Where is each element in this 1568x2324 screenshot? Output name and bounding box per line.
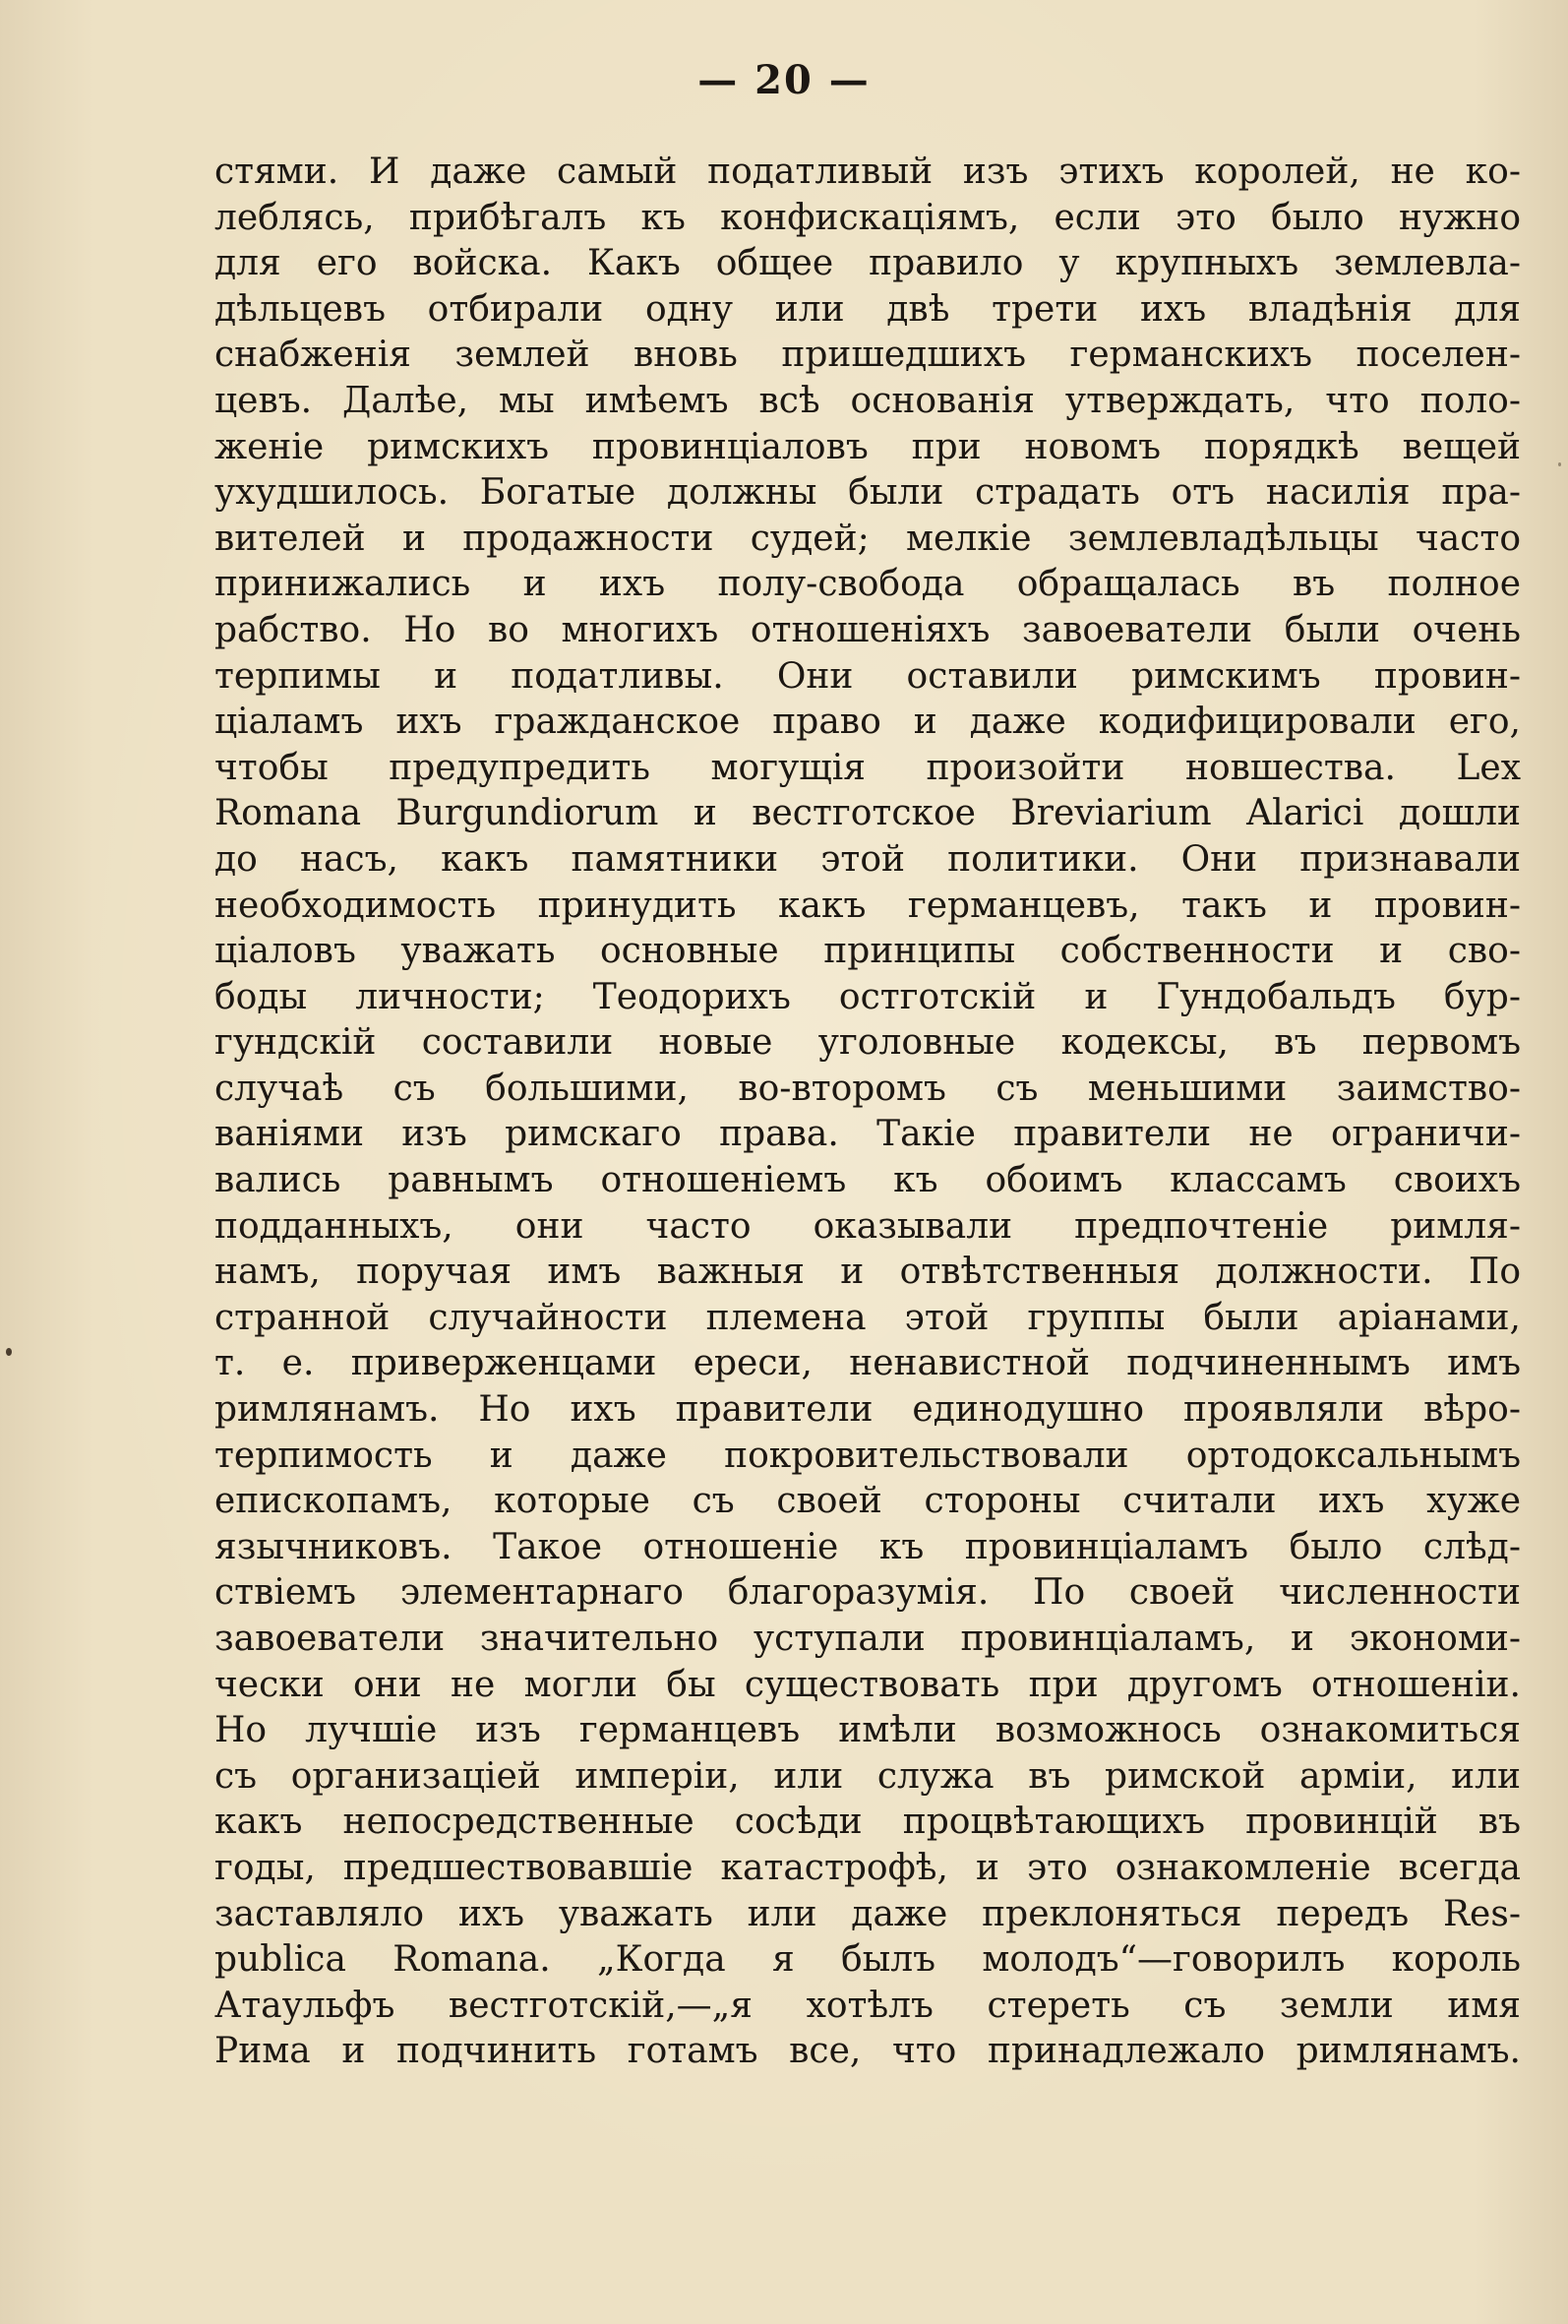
text-line: ціаламъ ихъ гражданское право и даже кодифицировали его, xyxy=(214,702,1521,743)
text-line: вались равнымъ отношеніемъ къ обоимъ классамъ своихъ xyxy=(214,1160,1521,1201)
text-line: вителей и продажности судей; мелкіе землевладѣльцы часто xyxy=(214,518,1521,559)
text-line: т. е. приверженцами ереси, ненавистной подчиненнымъ имъ xyxy=(214,1343,1521,1384)
text-line: необходимость принудить какъ германцевъ, такъ и провин- xyxy=(214,885,1521,926)
body-text xyxy=(214,150,1521,2075)
text-line: съ организацiей имперіи, или служа въ римской арміи, или xyxy=(214,1755,1521,1797)
page-number: — 20 — xyxy=(697,57,871,103)
text-line: терпимость и даже покровительствовали ортодоксальнымъ xyxy=(214,1435,1521,1476)
text-line: до насъ, какъ памятники этой политики. Они признавали xyxy=(214,838,1521,880)
text-line: снабженія землей вновь пришедшихъ германскихъ поселен- xyxy=(214,335,1521,376)
text-line: дѣльцевъ отбирали одну или двѣ трети ихъ владѣнія для xyxy=(214,288,1521,330)
ink-speck xyxy=(1558,462,1561,466)
text-line: епископамъ, которые съ своей стороны считали ихъ хуже xyxy=(214,1481,1521,1522)
text-line: для его войска. Какъ общее правило у крупныхъ землевла- xyxy=(214,243,1521,284)
text-line: ухудшилось. Богатые должны были страдать отъ насилія пра- xyxy=(214,472,1521,514)
text-line: цевъ. Далѣе, мы имѣемъ всѣ основанія утверждать, что поло- xyxy=(214,380,1521,421)
text-line: терпимы и податливы. Они оставили римскимъ провин- xyxy=(214,655,1521,697)
text-line: римлянамъ. Но ихъ правители единодушно проявляли вѣро- xyxy=(214,1389,1521,1431)
text-line: принижались и ихъ полу-свобода обращалась въ полное xyxy=(214,564,1521,605)
text-line: Атаульфъ вестготскій,—„я хотѣлъ стереть съ земли имя xyxy=(214,1985,1521,2026)
text-line: какъ непосредственные сосѣди процвѣтающихъ провинцій въ xyxy=(214,1802,1521,1843)
text-line: случаѣ съ большими, во-второмъ съ меньшими заимство- xyxy=(214,1068,1521,1109)
ink-speck xyxy=(6,1348,12,1356)
text-line: гундскій составили новые уголовные кодексы, въ первомъ xyxy=(214,1022,1521,1064)
text-line: намъ, поручая имъ важныя и отвѣтственныя должности. По xyxy=(214,1252,1521,1293)
text-line: боды личности; Теодорихъ остготскій и Гундобальдъ бур- xyxy=(214,976,1521,1017)
text-line: язычниковъ. Такое отношеніе къ провинціаламъ было слѣд- xyxy=(214,1526,1521,1567)
text-line: ваніями изъ римскаго права. Такіе правители не ограничи- xyxy=(214,1114,1521,1155)
text-line: рабство. Но во многихъ отношеніяхъ завоеватели были очень xyxy=(214,609,1521,650)
text-line: годы, предшествовавшіе катастрофѣ, и это ознакомленіе всегда xyxy=(214,1847,1521,1888)
text-line: ціаловъ уважать основные принципы собственности и сво- xyxy=(214,931,1521,972)
text-line: Рима и подчинить готамъ все, что принадлежало римлянамъ. xyxy=(214,2031,1521,2072)
text-line: завоеватели значительно уступали провинціаламъ, и экономи- xyxy=(214,1619,1521,1659)
text-line: чтобы предупредить могущія произойти новшества. Lex xyxy=(214,747,1521,788)
text-line: publica Romana. „Когда я былъ молодъ“—говорилъ король xyxy=(214,1939,1521,1981)
text-line: стями. И даже самый податливый изъ этихъ королей, не ко- xyxy=(214,152,1521,192)
text-line: женіе римскихъ провинціаловъ при новомъ порядкѣ вещей xyxy=(214,426,1521,467)
text-line: заставляло ихъ уважать или даже преклоняться передъ Res- xyxy=(214,1893,1521,1934)
text-line: странной случайности племена этой группы были аріанами, xyxy=(214,1297,1521,1338)
text-line: леблясь, прибѣгалъ къ конфискаціямъ, если это было нужно xyxy=(214,197,1521,238)
text-line: чески они не могли бы существовать при другомъ отношеніи. xyxy=(214,1664,1521,1705)
text-line: Но лучшіе изъ германцевъ имѣли возможнось ознакомиться xyxy=(214,1710,1521,1751)
text-line: подданныхъ, они часто оказывали предпочтеніе римля- xyxy=(214,1205,1521,1247)
text-line: Romana Burgundiorum и вестготское Breviarium Alarici дошли xyxy=(214,793,1521,834)
text-line: ствіемъ элементарнаго благоразумія. По своей численности xyxy=(214,1572,1521,1614)
